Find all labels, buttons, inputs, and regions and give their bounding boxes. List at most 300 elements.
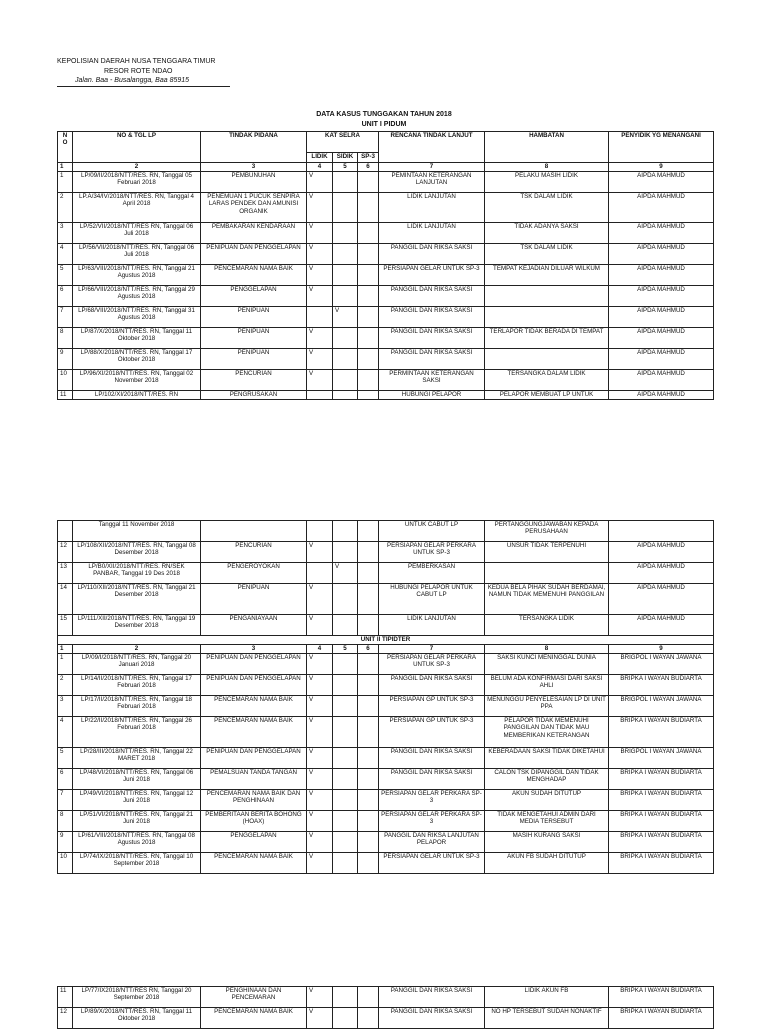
cell-lidik: V — [307, 811, 333, 832]
cell-hambatan: TIDAK MENGETAHUI ADMIN DARI MEDIA TERSEBUT — [485, 811, 609, 832]
table-row — [58, 853, 714, 874]
cell-penyidik: AIPDA MAHMUD — [609, 391, 714, 400]
cell-no: 13 — [58, 563, 73, 584]
letterhead-resort: RESOR ROTE NDAO — [104, 67, 173, 75]
cell-hambatan — [485, 286, 609, 307]
cell-no: 1 — [58, 172, 73, 193]
cell-sidik — [333, 584, 358, 615]
cell-no: 9 — [58, 832, 73, 853]
cell-pidana: PENCURIAN — [201, 542, 307, 563]
cell-sp3 — [358, 223, 379, 244]
cell-sidik — [333, 521, 358, 542]
cell-lp: LP/28/III/2018/NTT/RES. RN, Tanggal 22 MARET 2018 — [73, 748, 201, 769]
cell-pidana: PENGGELAPAN — [201, 832, 307, 853]
cell-pidana: PENIPUAN DAN PENGGELAPAN — [201, 654, 307, 675]
table-row — [58, 696, 714, 717]
cell-sidik — [333, 244, 358, 265]
cell-lidik: V — [307, 832, 333, 853]
table-row — [58, 769, 714, 790]
cell-sidik: V — [333, 307, 358, 328]
cell-sidik — [333, 696, 358, 717]
cell-no: 2 — [58, 675, 73, 696]
cell-penyidik: AIPDA MAHMUD — [609, 370, 714, 391]
cell-sp3 — [358, 370, 379, 391]
cell-lidik — [307, 521, 333, 542]
table-row — [58, 790, 714, 811]
cell-penyidik: AIPDA MAHMUD — [609, 307, 714, 328]
case-table-page-2 — [57, 520, 714, 874]
cell-pidana: PENIPUAN — [201, 328, 307, 349]
cell-penyidik: BRIPKA I WAYAN BUDIARTA — [609, 987, 714, 1008]
cell-sp3 — [358, 696, 379, 717]
cell-hambatan: PELAPOR MEMBUAT LP UNTUK — [485, 391, 609, 400]
letterhead-address: Jalan. Baa - Busalangga, Baa 85915 — [57, 76, 230, 87]
cell-hambatan: SAKSI KUNCI MENINGGAL DUNIA — [485, 654, 609, 675]
cell-pidana: PENCEMARAN NAMA BAIK DAN PENGHINAAN — [201, 790, 307, 811]
cell-hambatan: TSK DALAM LIDIK — [485, 244, 609, 265]
cell-sidik — [333, 193, 358, 223]
cell-sp3 — [358, 615, 379, 636]
cell-lidik: V — [307, 542, 333, 563]
cell-lidik: V — [307, 328, 333, 349]
cell-pidana: PEMBUNUHAN — [201, 172, 307, 193]
table-row — [58, 811, 714, 832]
table-row — [58, 328, 714, 349]
cell-sp3 — [358, 832, 379, 853]
table-row — [58, 584, 714, 615]
cell-rencana: PERSIAPAN GELAR PERKARA SP-3 — [379, 790, 485, 811]
letterhead — [57, 57, 230, 87]
table-row — [58, 654, 714, 675]
cell-lidik: V — [307, 223, 333, 244]
col-sp3: SP-3 — [358, 153, 379, 163]
cell-rencana: PERSIAPAN GELAR UNTUK SP-3 — [379, 265, 485, 286]
col-kat-selra: KAT SELRA — [307, 132, 379, 153]
cell-no: 14 — [58, 584, 73, 615]
cell-sidik — [333, 349, 358, 370]
cell-lp: LP/110/XII/2018/NTT/RES. RN, Tanggal 21 Desember 2018 — [73, 584, 201, 615]
cell-no: 5 — [58, 265, 73, 286]
column-number-row — [58, 163, 714, 172]
cell-lidik: V — [307, 584, 333, 615]
cell-rencana: PANGGIL DAN RIKSA LANJUTAN PELAPOR — [379, 832, 485, 853]
cell-hambatan: TEMPAT KEJADIAN DILUAR WILKUM — [485, 265, 609, 286]
cell-sidik — [333, 223, 358, 244]
cell-lp: LP/17/II/2018/NTT/RES. RN, Tanggal 18 Februari 2018 — [73, 696, 201, 717]
cell-lp: LP/88/X/2018/NTT/RES. RN, Tanggal 17 Oktober 2018 — [73, 349, 201, 370]
cell-hambatan — [485, 563, 609, 584]
cell-lp: LP/68/VIII/2018/NTT/RES. RN, Tanggal 31 Agustus 2018 — [73, 307, 201, 328]
cell-penyidik: BRIPKA I WAYAN BUDIARTA — [609, 790, 714, 811]
col-num: 7 — [379, 163, 485, 172]
cell-hambatan: AKUN SUDAH DITUTUP — [485, 790, 609, 811]
cell-sp3 — [358, 654, 379, 675]
cell-lidik: V — [307, 1008, 333, 1029]
cell-lidik: V — [307, 615, 333, 636]
cell-sp3 — [358, 286, 379, 307]
cell-no: 10 — [58, 370, 73, 391]
case-table-page-3 — [57, 986, 714, 1029]
cell-sp3 — [358, 584, 379, 615]
cell-pidana: PENGEROYOKAN — [201, 563, 307, 584]
unit-title-row — [58, 636, 714, 645]
cell-rencana: LIDIK LANJUTAN — [379, 193, 485, 223]
cell-rencana: PANGGIL DAN RIKSA SAKSI — [379, 349, 485, 370]
cell-rencana: PANGGIL DAN RIKSA SAKSI — [379, 769, 485, 790]
cell-sp3 — [358, 328, 379, 349]
cell-hambatan: PELAPOR TIDAK MEMENUHI PANGGILAN DAN TIDAK MAU MEMBERIKAN KETERANGAN — [485, 717, 609, 748]
table-row — [58, 244, 714, 265]
cell-lidik — [307, 563, 333, 584]
cell-lp: LP/89/X/2018/NTT/RES. RN, Tanggal 11 Oktober 2018 — [73, 1008, 201, 1029]
cell-hambatan: MENUNGGU PENYELESAIAN LP DI UNIT PPA — [485, 696, 609, 717]
cell-pidana: PEMBERITAAN BERITA BOHONG (HOAX) — [201, 811, 307, 832]
cell-hambatan: UNSUR TIDAK TERPENUHI — [485, 542, 609, 563]
cell-lidik: V — [307, 696, 333, 717]
cell-pidana: PENIPUAN — [201, 349, 307, 370]
col-num: 8 — [485, 645, 609, 654]
cell-penyidik: BRIPKA I WAYAN BUDIARTA — [609, 853, 714, 874]
cell-lp: LP/52/VII/2018/NTT/RES RN, Tanggal 06 Juli 2018 — [73, 223, 201, 244]
cell-penyidik: BRIPKA I WAYAN BUDIARTA — [609, 832, 714, 853]
cell-rencana: PANGGIL DAN RIKSA SAKSI — [379, 307, 485, 328]
cell-sp3 — [358, 790, 379, 811]
cell-hambatan — [485, 349, 609, 370]
cell-rencana: PANGGIL DAN RIKSA SAKSI — [379, 286, 485, 307]
col-num: 9 — [609, 645, 714, 654]
cell-lp: Tanggal 11 November 2018 — [73, 521, 201, 542]
cell-sp3 — [358, 391, 379, 400]
cell-penyidik: BRIPKA I WAYAN BUDIARTA — [609, 811, 714, 832]
cell-lp: LP/63/VIII/2018/NTT/RES. RN, Tanggal 21 Agustus 2018 — [73, 265, 201, 286]
table-row — [58, 286, 714, 307]
cell-sp3 — [358, 244, 379, 265]
cell-penyidik: AIPDA MAHMUD — [609, 223, 714, 244]
cell-sp3 — [358, 748, 379, 769]
cell-pidana: PENCEMARAN NAMA BAIK — [201, 1008, 307, 1029]
cell-lidik: V — [307, 853, 333, 874]
cell-lp: LP/22/II/2018/NTT/RES. RN, Tanggal 26 Februari 2018 — [73, 717, 201, 748]
cell-lp: LP/56/VII/2018/NTT/RES. RN, Tanggal 06 Juli 2018 — [73, 244, 201, 265]
cell-rencana: PERSIAPAN GELAR PERKARA SP-3 — [379, 811, 485, 832]
cell-lidik: V — [307, 748, 333, 769]
cell-hambatan: AKUN FB SUDAH DITUTUP — [485, 853, 609, 874]
cell-lidik: V — [307, 675, 333, 696]
cell-hambatan: NO HP TERSEBUT SUDAH NONAKTIF — [485, 1008, 609, 1029]
table-row — [58, 542, 714, 563]
col-tindak-pidana: TINDAK PIDANA — [201, 132, 307, 163]
cell-lp: LP/09/II/2018/NTT/RES. RN, Tanggal 05 Februari 2018 — [73, 172, 201, 193]
cell-rencana: PERSIAPAN GP UNTUK SP-3 — [379, 717, 485, 748]
cell-penyidik: BRIGPOL I WAYAN JAWANA — [609, 654, 714, 675]
cell-penyidik: AIPDA MAHMUD — [609, 265, 714, 286]
cell-lp: LP/51/VI/2018/NTT/RES. RN, Tanggal 21 Juni 2018 — [73, 811, 201, 832]
cell-penyidik — [609, 521, 714, 542]
cell-penyidik: BRIPKA I WAYAN BUDIARTA — [609, 675, 714, 696]
cell-sidik — [333, 832, 358, 853]
cell-sidik — [333, 172, 358, 193]
cell-rencana: PEMBERKASAN — [379, 563, 485, 584]
table-row — [58, 748, 714, 769]
col-num: 9 — [609, 163, 714, 172]
table-row — [58, 172, 714, 193]
cell-no: 1 — [58, 654, 73, 675]
cell-lp: LP/66/VIII/2018/NTT/RES. RN, Tanggal 29 Agustus 2018 — [73, 286, 201, 307]
cell-sp3 — [358, 811, 379, 832]
cell-sp3 — [358, 675, 379, 696]
cell-rencana: PANGGIL DAN RIKSA SAKSI — [379, 987, 485, 1008]
cell-rencana: LIDIK LANJUTAN — [379, 223, 485, 244]
cell-pidana — [201, 521, 307, 542]
col-lidik: LIDIK — [307, 153, 333, 163]
cell-lp: LP/74/IX/2018/NTT/RES. RN, Tanggal 10 September 2018 — [73, 853, 201, 874]
cell-lidik — [307, 307, 333, 328]
cell-rencana: PERSIAPAN GP UNTUK SP-3 — [379, 696, 485, 717]
table-row — [58, 391, 714, 400]
col-num: 3 — [201, 163, 307, 172]
document-title: DATA KASUS TUNGGAKAN TAHUN 2018 — [316, 111, 452, 118]
cell-sp3 — [358, 1008, 379, 1029]
cell-sp3 — [358, 717, 379, 748]
cell-no: 7 — [58, 307, 73, 328]
table-row — [58, 717, 714, 748]
cell-sp3 — [358, 563, 379, 584]
cell-pidana: PEMALSUAN TANDA TANGAN — [201, 769, 307, 790]
cell-hambatan: KEBERADAAN SAKSI TIDAK DIKETAHUI — [485, 748, 609, 769]
cell-no: 9 — [58, 349, 73, 370]
cell-sidik — [333, 542, 358, 563]
cell-no: 15 — [58, 615, 73, 636]
cell-penyidik: AIPDA MAHMUD — [609, 244, 714, 265]
cell-pidana: PENGRUSAKAN — [201, 391, 307, 400]
cell-rencana: PERMINTAAN KETERANGAN SAKSI — [379, 370, 485, 391]
column-number-row — [58, 645, 714, 654]
cell-sp3 — [358, 542, 379, 563]
cell-penyidik: AIPDA MAHMUD — [609, 584, 714, 615]
cell-penyidik: AIPDA MAHMUD — [609, 615, 714, 636]
col-num: 2 — [73, 645, 201, 654]
cell-sp3 — [358, 307, 379, 328]
table-row — [58, 193, 714, 223]
cell-lidik: V — [307, 244, 333, 265]
col-num: 4 — [307, 163, 333, 172]
cell-penyidik: BRIGPOL I WAYAN JAWANA — [609, 748, 714, 769]
cell-lp: LP/102/XI/2018/NTT/RES. RN — [73, 391, 201, 400]
col-num: 5 — [333, 163, 358, 172]
cell-penyidik: BRIPKA I WAYAN BUDIARTA — [609, 769, 714, 790]
table-row — [58, 265, 714, 286]
cell-sidik — [333, 265, 358, 286]
cell-lidik: V — [307, 265, 333, 286]
cell-hambatan: MASIH KURANG SAKSI — [485, 832, 609, 853]
col-sidik: SIDIK — [333, 153, 358, 163]
cell-lidik: V — [307, 717, 333, 748]
cell-rencana: PANGGIL DAN RIKSA SAKSI — [379, 675, 485, 696]
cell-pidana: PENEMUAN 1 PUCUK SENPIRA LARAS PENDEK DAN AMUNISI ORGANIK — [201, 193, 307, 223]
table-row — [58, 370, 714, 391]
cell-no: 2 — [58, 193, 73, 223]
cell-rencana: UNTUK CABUT LP — [379, 521, 485, 542]
cell-hambatan: TERSANGKA DALAM LIDIK — [485, 370, 609, 391]
cell-lp: LP/09/I/2018/NTT/RES. RN, Tanggal 20 Januari 2018 — [73, 654, 201, 675]
col-num: 6 — [358, 163, 379, 172]
cell-lidik: V — [307, 370, 333, 391]
cell-lp: LP/96/XI/2018/NTT/RES. RN, Tanggal 02 November 2018 — [73, 370, 201, 391]
cell-lp: LP/87/X/2018/NTT/RES. RN, Tanggal 11 Oktober 2018 — [73, 328, 201, 349]
cell-pidana: PENGGELAPAN — [201, 286, 307, 307]
cell-lidik: V — [307, 654, 333, 675]
cell-no: 6 — [58, 769, 73, 790]
cell-hambatan: PERTANGGUNGJAWABAN KEPADA PERUSAHAAN — [485, 521, 609, 542]
cell-sp3 — [358, 769, 379, 790]
cell-sidik — [333, 328, 358, 349]
table-row — [58, 563, 714, 584]
cell-sidik — [333, 615, 358, 636]
cell-penyidik: BRIPKA I WAYAN BUDIARTA — [609, 717, 714, 748]
cell-lidik: V — [307, 172, 333, 193]
cell-no: 3 — [58, 696, 73, 717]
cell-hambatan: PELAKU MASIH LIDIK — [485, 172, 609, 193]
cell-no: 4 — [58, 244, 73, 265]
cell-no: 11 — [58, 391, 73, 400]
col-num: 4 — [307, 645, 333, 654]
cell-hambatan: TIDAK ADANYA SAKSI — [485, 223, 609, 244]
cell-sidik — [333, 286, 358, 307]
cell-penyidik: AIPDA MAHMUD — [609, 328, 714, 349]
cell-rencana: HUBUNGI PELAPOR — [379, 391, 485, 400]
cell-sidik — [333, 790, 358, 811]
cell-pidana: PENGANIAYAAN — [201, 615, 307, 636]
cell-penyidik: AIPDA MAHMUD — [609, 172, 714, 193]
cell-rencana: PERSIAPAN GELAR PERKARA UNTUK SP-3 — [379, 542, 485, 563]
cell-pidana: PEMBAKARAN KENDARAAN — [201, 223, 307, 244]
cell-no: 12 — [58, 542, 73, 563]
cell-no: 4 — [58, 717, 73, 748]
cell-rencana: PANGGIL DAN RIKSA SAKSI — [379, 1008, 485, 1029]
cell-pidana: PENIPUAN DAN PENGGELAPAN — [201, 244, 307, 265]
table-row — [58, 223, 714, 244]
cell-no: 11 — [58, 987, 73, 1008]
cell-rencana: PANGGIL DAN RIKSA SAKSI — [379, 244, 485, 265]
cell-rencana: PEMINTAAN KETERANGAN LANJUTAN — [379, 172, 485, 193]
cell-sidik — [333, 675, 358, 696]
cell-hambatan: KEDUA BELA PIHAK SUDAH BERDAMAI, NAMUN TIDAK MEMENUHI PANGGILAN — [485, 584, 609, 615]
cell-hambatan: TSK DALAM LIDIK — [485, 193, 609, 223]
table-row — [58, 349, 714, 370]
cell-rencana: LIDIK LANJUTAN — [379, 615, 485, 636]
case-table-page-1 — [57, 131, 714, 400]
col-num: 1 — [58, 163, 73, 172]
cell-penyidik: BRIGPOL I WAYAN JAWANA — [609, 696, 714, 717]
col-no: N O — [58, 132, 73, 163]
cell-pidana: PENIPUAN DAN PENGGELAPAN — [201, 748, 307, 769]
cell-sp3 — [358, 349, 379, 370]
cell-pidana: PENGHINAAN DAN PENCEMARAN — [201, 987, 307, 1008]
cell-lp: LP/14/II/2018/NTT/RES. RN, Tanggal 17 Februari 2018 — [73, 675, 201, 696]
cell-sp3 — [358, 193, 379, 223]
cell-no: 8 — [58, 811, 73, 832]
table-row — [58, 1008, 714, 1029]
cell-lidik: V — [307, 987, 333, 1008]
col-num: 5 — [333, 645, 358, 654]
table-row — [58, 987, 714, 1008]
cell-pidana: PENCEMARAN NAMA BAIK — [201, 717, 307, 748]
cell-lidik: V — [307, 349, 333, 370]
col-num: 6 — [358, 645, 379, 654]
cell-lidik: V — [307, 769, 333, 790]
table-row — [58, 521, 714, 542]
cell-hambatan: TERSANGKA LIDIK — [485, 615, 609, 636]
cell-pidana: PENIPUAN — [201, 584, 307, 615]
cell-sidik — [333, 1008, 358, 1029]
cell-rencana: PANGGIL DAN RIKSA SAKSI — [379, 328, 485, 349]
table-row — [58, 615, 714, 636]
cell-pidana: PENCEMARAN NAMA BAIK — [201, 853, 307, 874]
cell-lp: LP/61/VIII/2018/NTT/RES. RN, Tanggal 08 Agustus 2018 — [73, 832, 201, 853]
cell-lp: LP.A/34/IV/2018/NTT/RES. RN, Tanggal 4 April 2018 — [73, 193, 201, 223]
cell-sidik: V — [333, 563, 358, 584]
col-num: 7 — [379, 645, 485, 654]
cell-lp: LP/48/VI/2018/NTT/RES. RN, Tanggal 06 Juni 2018 — [73, 769, 201, 790]
cell-rencana: HUBUNGI PELAPOR UNTUK CABUT LP — [379, 584, 485, 615]
cell-pidana: PENIPUAN — [201, 307, 307, 328]
col-lp: NO & TGL LP — [73, 132, 201, 163]
cell-lp: LP/B0/XII/2018/NTT/RES. RN/SEK PANBAR, Tanggal 19 Des 2018 — [73, 563, 201, 584]
cell-penyidik: AIPDA MAHMUD — [609, 193, 714, 223]
cell-lidik: V — [307, 193, 333, 223]
col-num: 1 — [58, 645, 73, 654]
cell-sp3 — [358, 987, 379, 1008]
cell-penyidik: AIPDA MAHMUD — [609, 286, 714, 307]
cell-pidana: PENCEMARAN NAMA BAIK — [201, 265, 307, 286]
cell-hambatan: TERLAPOR TIDAK BERADA DI TEMPAT — [485, 328, 609, 349]
unit2-title: UNIT II TIPIDTER — [58, 636, 714, 645]
col-num: 2 — [73, 163, 201, 172]
cell-pidana: PENCURIAN — [201, 370, 307, 391]
cell-sp3 — [358, 265, 379, 286]
cell-rencana: PERSIAPAN GELAR UNTUK SP-3 — [379, 853, 485, 874]
cell-no: 6 — [58, 286, 73, 307]
cell-penyidik: AIPDA MAHMUD — [609, 542, 714, 563]
col-rencana: RENCANA TINDAK LANJUT — [379, 132, 485, 163]
table-row — [58, 675, 714, 696]
cell-sidik — [333, 654, 358, 675]
cell-hambatan: BELUM ADA KONFIRMASI DARI SAKSI AHLI — [485, 675, 609, 696]
letterhead-agency: KEPOLISIAN DAERAH NUSA TENGGARA TIMUR — [57, 58, 216, 65]
unit-title: UNIT I PIDUM — [361, 121, 407, 128]
cell-lidik: V — [307, 286, 333, 307]
cell-no: 8 — [58, 328, 73, 349]
cell-sp3 — [358, 172, 379, 193]
cell-sp3 — [358, 853, 379, 874]
cell-no: 5 — [58, 748, 73, 769]
table-header-row — [58, 132, 714, 153]
cell-hambatan: CALON TSK DIPANGGIL DAN TIDAK MENGHADAP — [485, 769, 609, 790]
table-row — [58, 307, 714, 328]
cell-sidik — [333, 811, 358, 832]
cell-sp3 — [358, 521, 379, 542]
cell-no: 3 — [58, 223, 73, 244]
cell-lp: LP/111/XII/2018/NTT/RES. RN, Tanggal 19 Desember 2018 — [73, 615, 201, 636]
col-penyidik: PENYIDIK YG MENANGANI — [609, 132, 714, 163]
cell-penyidik: BRIPKA I WAYAN BUDIARTA — [609, 1008, 714, 1029]
cell-no — [58, 521, 73, 542]
cell-lp: LP/77/IX2018/NTT/RES RN, Tanggal 20 September 2018 — [73, 987, 201, 1008]
cell-rencana: PERSIAPAN GELAR PERKARA UNTUK SP-3 — [379, 654, 485, 675]
cell-penyidik: AIPDA MAHMUD — [609, 349, 714, 370]
cell-no: 10 — [58, 853, 73, 874]
cell-no: 7 — [58, 790, 73, 811]
